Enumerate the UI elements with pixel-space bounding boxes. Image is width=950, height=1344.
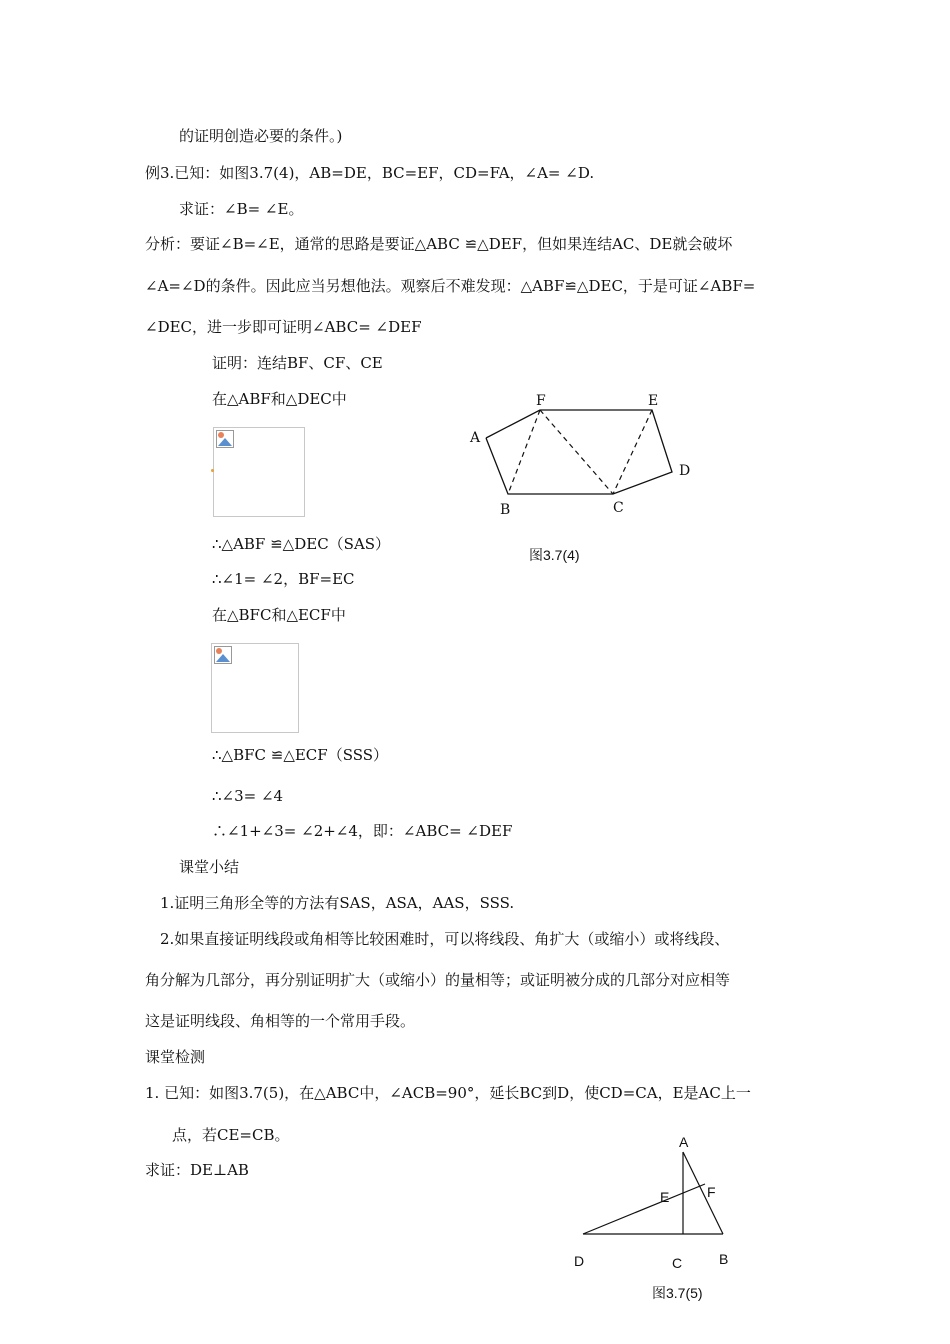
proof-line-7: ∴∠3= ∠4 (212, 787, 284, 805)
figure-1-caption: 图3.7(4) (529, 547, 580, 563)
example-3-prove: 求证：∠B= ∠E。 (179, 200, 304, 218)
proof-line-4: ∴∠1= ∠2，BF=EC (212, 570, 355, 588)
section-heading-summary: 课堂小结 (179, 858, 240, 876)
summary-item-2-line-2: 角分解为几部分，再分别证明扩大（或缩小）的量相等；或证明被分成的几部分对应相等 (145, 971, 731, 989)
figure-2-label-C: C (672, 1255, 683, 1271)
test-item-1-line-2: 点，若CE=CB。 (172, 1126, 290, 1144)
summary-item-2-line-3: 这是证明线段、角相等的一个常用手段。 (145, 1012, 416, 1030)
text-line-1: 的证明创造必要的条件。) (179, 127, 343, 145)
figure-2-label-F: F (707, 1184, 716, 1200)
example-3-given: 例3.已知：如图3.7(4)，AB=DE，BC=EF，CD=FA，∠A= ∠D. (145, 164, 595, 182)
test-item-1-line-1: 1. 已知：如图3.7(5)，在△ABC中，∠ACB=90°，延长BC到D，使CD=CA，E是AC上一 (145, 1084, 751, 1102)
summary-item-1: 1.证明三角形全等的方法有SAS，ASA，AAS，SSS. (160, 894, 515, 912)
figure-2-label-E: E (660, 1189, 670, 1205)
figure-1-label-E: E (648, 393, 659, 409)
image-placeholder (213, 427, 305, 517)
figure-1-label-C: C (613, 500, 624, 516)
figure-2-caption: 图3.7(5) (652, 1285, 703, 1301)
proof-line-2: 在△ABF和△DEC中 (212, 390, 347, 408)
figure-2-label-B: B (719, 1251, 729, 1267)
figure-1-label-B: B (500, 502, 511, 518)
analysis-line-3: ∠DEC，进一步即可证明∠ABC= ∠DEF (145, 318, 422, 336)
figure-1-label-F: F (536, 393, 546, 409)
section-heading-test: 课堂检测 (145, 1048, 206, 1066)
figure-1-label-A: A (470, 430, 481, 446)
analysis-line-2: ∠A=∠D的条件。因此应当另想他法。观察后不难发现：△ABF≌△DEC，于是可证∠ABF= (145, 277, 756, 295)
broken-image-icon (216, 430, 234, 448)
proof-line-8: ∴∠1+∠3= ∠2+∠4，即：∠ABC= ∠DEF (212, 822, 513, 840)
test-item-1-prove: 求证：DE⊥AB (145, 1161, 249, 1179)
proof-line-6: ∴△BFC ≌△ECF（SSS） (212, 746, 388, 764)
proof-line-5: 在△BFC和△ECF中 (212, 606, 346, 624)
proof-line-3: ∴△ABF ≌△DEC（SAS） (212, 535, 391, 553)
figure-2-label-D: D (574, 1253, 585, 1269)
figure-2-label-A: A (679, 1134, 689, 1150)
summary-item-2-line-1: 2.如果直接证明线段或角相等比较困难时，可以将线段、角扩大（或缩小）或将线段、 (160, 930, 730, 948)
broken-image-icon (214, 646, 232, 664)
marker-dot (211, 469, 214, 472)
figure-1-label-D: D (679, 463, 691, 479)
analysis-line-1: 分析：要证∠B=∠E，通常的思路是要证△ABC ≌△DEF，但如果连结AC、DE就会破坏 (145, 235, 733, 253)
proof-line-1: 证明：连结BF、CF、CE (212, 354, 383, 372)
image-placeholder (211, 643, 299, 733)
